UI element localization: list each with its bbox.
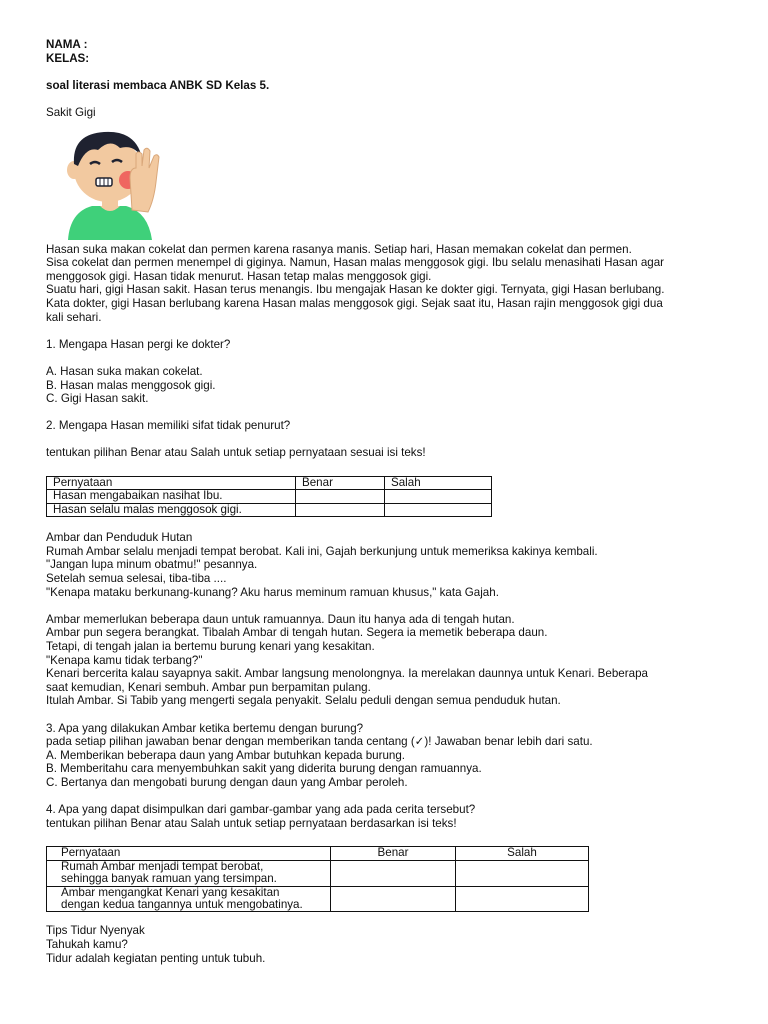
paragraph-line: Ambar memerlukan beberapa daun untuk ramuannya. Daun itu hanya ada di tengah hutan.: [46, 612, 515, 626]
paragraph-line: Sisa cokelat dan permen menempel di giginya. Namun, Hasan malas menggosok gigi. Ibu selalu menasihati Hasan agar: [46, 256, 665, 270]
benar-cell[interactable]: [331, 886, 456, 912]
table-header-row: [47, 477, 492, 490]
statement-line: sehingga banyak ramuan yang tersimpan.: [61, 872, 277, 886]
table-row: [47, 860, 589, 886]
paragraph-line: kali sehari.: [46, 310, 102, 324]
paragraph-line: Hasan suka makan cokelat dan permen karena rasanya manis. Setiap hari, Hasan memakan cokelat dan permen.: [46, 242, 632, 256]
q4-instruction: tentukan pilihan Benar atau Salah untuk setiap pernyataan berdasarkan isi teks!: [46, 816, 457, 830]
benar-cell[interactable]: [296, 503, 385, 516]
paragraph-line: saat kemudian, Kenari sembuh. Ambar pun berpamitan pulang.: [46, 680, 371, 694]
paragraph-line: Suatu hari, gigi Hasan sakit. Hasan terus menangis. Ibu mengajak Hasan ke dokter gigi. Ternyata, gigi Hasan berlubang.: [46, 283, 665, 297]
q3-option-c: C. Bertanya dan mengobati burung dengan daun yang Ambar peroleh.: [46, 775, 408, 789]
salah-cell[interactable]: [385, 490, 492, 503]
statement-line: dengan kedua tangannya untuk mengobatinya.: [61, 897, 303, 911]
paragraph-line: Tidur adalah kegiatan penting untuk tubuh.: [46, 951, 266, 965]
worksheet-page: [46, 38, 736, 965]
table-header-row: [47, 847, 589, 860]
table-header: Benar: [331, 847, 456, 860]
table-header: Pernyataan: [47, 477, 296, 490]
question-3: 3. Apa yang dilakukan Ambar ketika bertemu dengan burung?: [46, 721, 364, 735]
question-2: 2. Mengapa Hasan memiliki sifat tidak penurut?: [46, 419, 291, 433]
table-header: Salah: [385, 477, 492, 490]
statement-line: Ambar mengangkat Kenari yang kesakitan: [61, 885, 280, 899]
story2-title: Ambar dan Penduduk Hutan: [46, 531, 193, 545]
paragraph-line: Tahukah kamu?: [46, 937, 128, 951]
salah-cell[interactable]: [456, 860, 589, 886]
nama-label: NAMA :: [46, 38, 88, 51]
worksheet-subtitle: soal literasi membaca ANBK SD Kelas 5.: [46, 78, 270, 92]
salah-cell[interactable]: [456, 886, 589, 912]
paragraph-line: menggosok gigi. Hasan tidak menurut. Hasan tetap malas menggosok gigi.: [46, 269, 432, 283]
toothache-boy-illustration: [56, 124, 166, 240]
paragraph-line: "Kenapa mataku berkunang-kunang? Aku harus meminum ramuan khusus," kata Gajah.: [46, 585, 499, 599]
statement-cell: [47, 886, 331, 912]
table-header: [47, 847, 331, 860]
q3-option-b: B. Memberitahu cara menyembuhkan sakit yang diderita burung dengan ramuannya.: [46, 762, 482, 776]
q1-option-a: A. Hasan suka makan cokelat.: [46, 364, 203, 378]
q2-table: [46, 476, 492, 517]
table-row: [47, 886, 589, 912]
paragraph-line: Kenari bercerita kalau sayapnya sakit. Ambar langsung menolongnya. Ia merelakan daunnya untuk Kenari. Beberapa: [46, 667, 648, 681]
benar-cell[interactable]: [331, 860, 456, 886]
salah-cell[interactable]: [385, 503, 492, 516]
paragraph-line: "Kenapa kamu tidak terbang?": [46, 653, 203, 667]
statement-cell: Hasan selalu malas menggosok gigi.: [47, 503, 296, 516]
statement-cell: [47, 860, 331, 886]
q1-option-c: C. Gigi Hasan sakit.: [46, 392, 149, 406]
story1-text: [46, 243, 736, 325]
q1-option-b: B. Hasan malas menggosok gigi.: [46, 378, 216, 392]
benar-cell[interactable]: [296, 490, 385, 503]
statement-line: Rumah Ambar menjadi tempat berobat,: [61, 859, 264, 873]
paragraph-line: Tetapi, di tengah jalan ia bertemu burung kenari yang kesakitan.: [46, 640, 375, 654]
question-4: 4. Apa yang dapat disimpulkan dari gambar-gambar yang ada pada cerita tersebut?: [46, 803, 476, 817]
paragraph-line: Rumah Ambar selalu menjadi tempat berobat. Kali ini, Gajah berkunjung untuk memeriksa kakinya kembali.: [46, 544, 598, 558]
paragraph-line: Ambar pun segera berangkat. Tibalah Ambar di tengah hutan. Segera ia memetik beberapa daun.: [46, 626, 548, 640]
paragraph-line: Kata dokter, gigi Hasan berlubang karena Hasan malas menggosok gigi. Sejak saat itu, Hasan rajin menggosok gigi dua: [46, 296, 663, 310]
q3-instruction: pada setiap pilihan jawaban benar dengan memberikan tanda centang (✓)! Jawaban benar lebih dari satu.: [46, 735, 593, 749]
question-1: 1. Mengapa Hasan pergi ke dokter?: [46, 337, 231, 351]
statement-cell: Hasan mengabaikan nasihat Ibu.: [47, 490, 296, 503]
paragraph-line: Setelah semua selesai, tiba-tiba ....: [46, 572, 227, 586]
table-row: [47, 503, 492, 516]
table-header: Benar: [296, 477, 385, 490]
kelas-label: KELAS:: [46, 51, 90, 65]
paragraph-line: Itulah Ambar. Si Tabib yang mengerti segala penyakit. Selalu peduli dengan semua penduduk hutan.: [46, 694, 561, 708]
q4-table: [46, 846, 589, 912]
table-header: Salah: [456, 847, 589, 860]
table-header-text: Pernyataan: [61, 846, 121, 860]
story3-title: Tips Tidur Nyenyak: [46, 924, 145, 938]
story1-title: Sakit Gigi: [46, 105, 96, 119]
paragraph-line: "Jangan lupa minum obatmu!" pesannya.: [46, 558, 258, 572]
q2-instruction: tentukan pilihan Benar atau Salah untuk setiap pernyataan sesuai isi teks!: [46, 446, 426, 460]
table-row: [47, 490, 492, 503]
q3-option-a: A. Memberikan beberapa daun yang Ambar butuhkan kepada burung.: [46, 748, 406, 762]
